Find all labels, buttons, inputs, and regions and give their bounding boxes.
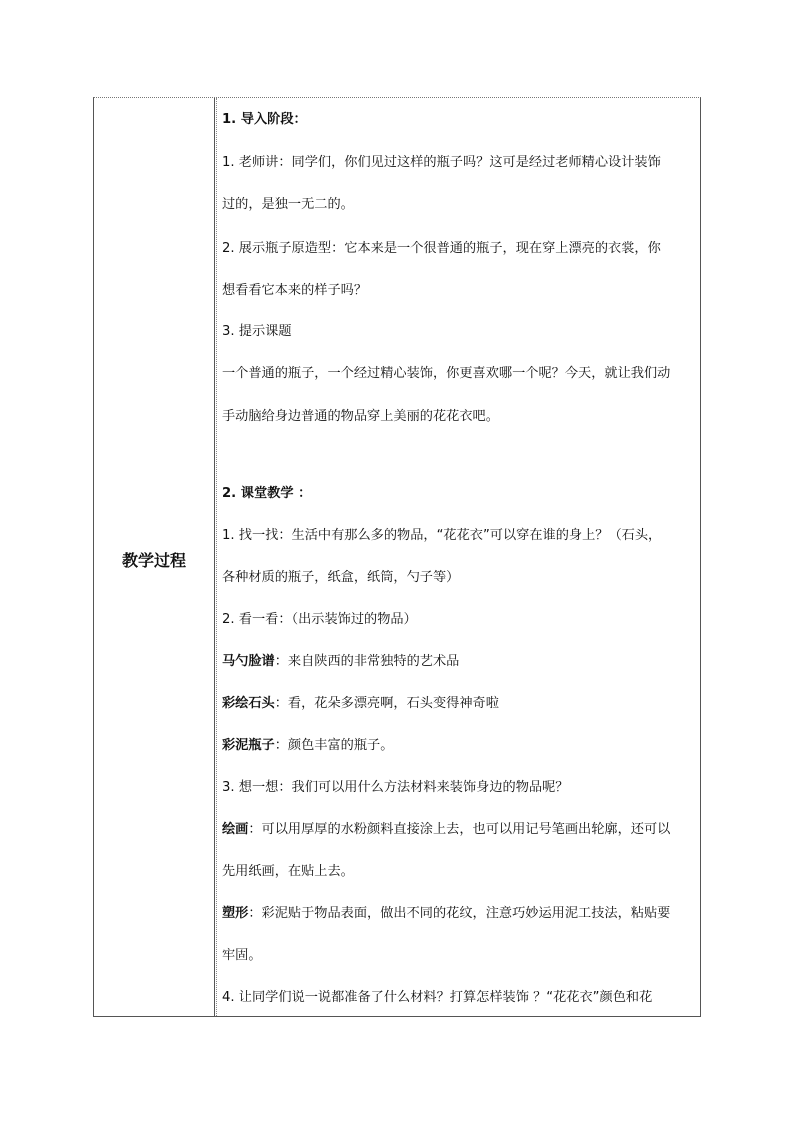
text-line [222, 778, 568, 798]
lesson-table [93, 97, 701, 1017]
text-line [222, 239, 661, 259]
text-line [222, 652, 459, 672]
text-line [222, 904, 670, 924]
bold-lead: 彩绘石头 [222, 696, 275, 711]
line-text: 1. 找一找：生活中有那么多的物品，“花花衣”可以穿在谁的身上？（石头， [222, 528, 662, 543]
text-line [222, 195, 354, 215]
line-text: ：彩泥贴于物品表面，做出不同的花纹，注意巧妙运用泥工技法，粘贴要 [248, 906, 671, 921]
line-text: 3. 提示课题 [222, 324, 292, 339]
bold-lead: 彩泥瓶子 [222, 738, 275, 753]
line-text: 先用纸画，在贴上去。 [222, 864, 354, 879]
line-text: 4. 让同学们说一说都准备了什么材料？打算怎样装饰 ？“花花衣”颜色和花 [222, 990, 653, 1005]
text-line [222, 946, 262, 966]
row-label-cell [94, 98, 214, 1016]
line-text: 各种材质的瓶子，纸盒，纸筒，勺子等） [222, 570, 460, 585]
line-text: 想看看它本来的样子吗？ [222, 283, 368, 298]
line-text: 2. 展示瓶子原造型：它本来是一个很普通的瓶子，现在穿上漂亮的衣裳，你 [222, 241, 661, 256]
column-divider-dotted [216, 98, 217, 1016]
line-text: ：可以用厚厚的水粉颜料直接涂上去，也可以用记号笔画出轮廓，还可以 [248, 822, 671, 837]
text-line [222, 862, 354, 882]
text-line [222, 694, 499, 714]
line-text: 一个普通的瓶子，一个经过精心装饰，你更喜欢哪一个呢？今天，就让我们动 [222, 366, 671, 381]
line-text: ：颜色丰富的瓶子。 [274, 738, 394, 753]
bold-lead: 绘画 [222, 822, 249, 837]
row-label: 教学过程 [121, 550, 186, 570]
line-text: 3. 想一想：我们可以用什么方法材料来装饰身边的物品呢？ [222, 780, 569, 795]
bold-lead: 2. 课堂教学 ： [222, 486, 312, 501]
text-line [222, 110, 307, 130]
line-text: 手动脑给身边普通的物品穿上美丽的花花衣吧。 [222, 409, 499, 424]
text-line [222, 526, 661, 546]
line-text: 2. 看一看：（出示装饰过的物品） [222, 612, 417, 627]
text-line [222, 364, 670, 384]
line-text: ：来自陕西的非常独特的艺术品 [274, 654, 460, 669]
text-line [222, 407, 499, 427]
text-line [222, 988, 652, 1008]
text-line [222, 610, 417, 630]
line-text: 牢固。 [222, 948, 262, 963]
text-line [222, 281, 367, 301]
text-line [222, 736, 393, 756]
line-text: 1. 老师讲：同学们，你们见过这样的瓶子吗？这可是经过老师精心设计装饰 [222, 155, 661, 170]
text-line [222, 153, 661, 173]
column-divider [214, 98, 215, 1016]
bold-lead: 塑形 [222, 906, 249, 921]
text-line [222, 484, 311, 504]
bold-lead: 1. 导入阶段： [222, 112, 307, 127]
line-text: 过的，是独一无二的。 [222, 197, 354, 212]
line-text: ：看，花朵多漂亮啊，石头变得神奇啦 [274, 696, 499, 711]
bold-lead: 马勺脸谱 [222, 654, 275, 669]
text-line [222, 322, 292, 342]
text-line [222, 820, 670, 840]
text-line [222, 568, 459, 588]
